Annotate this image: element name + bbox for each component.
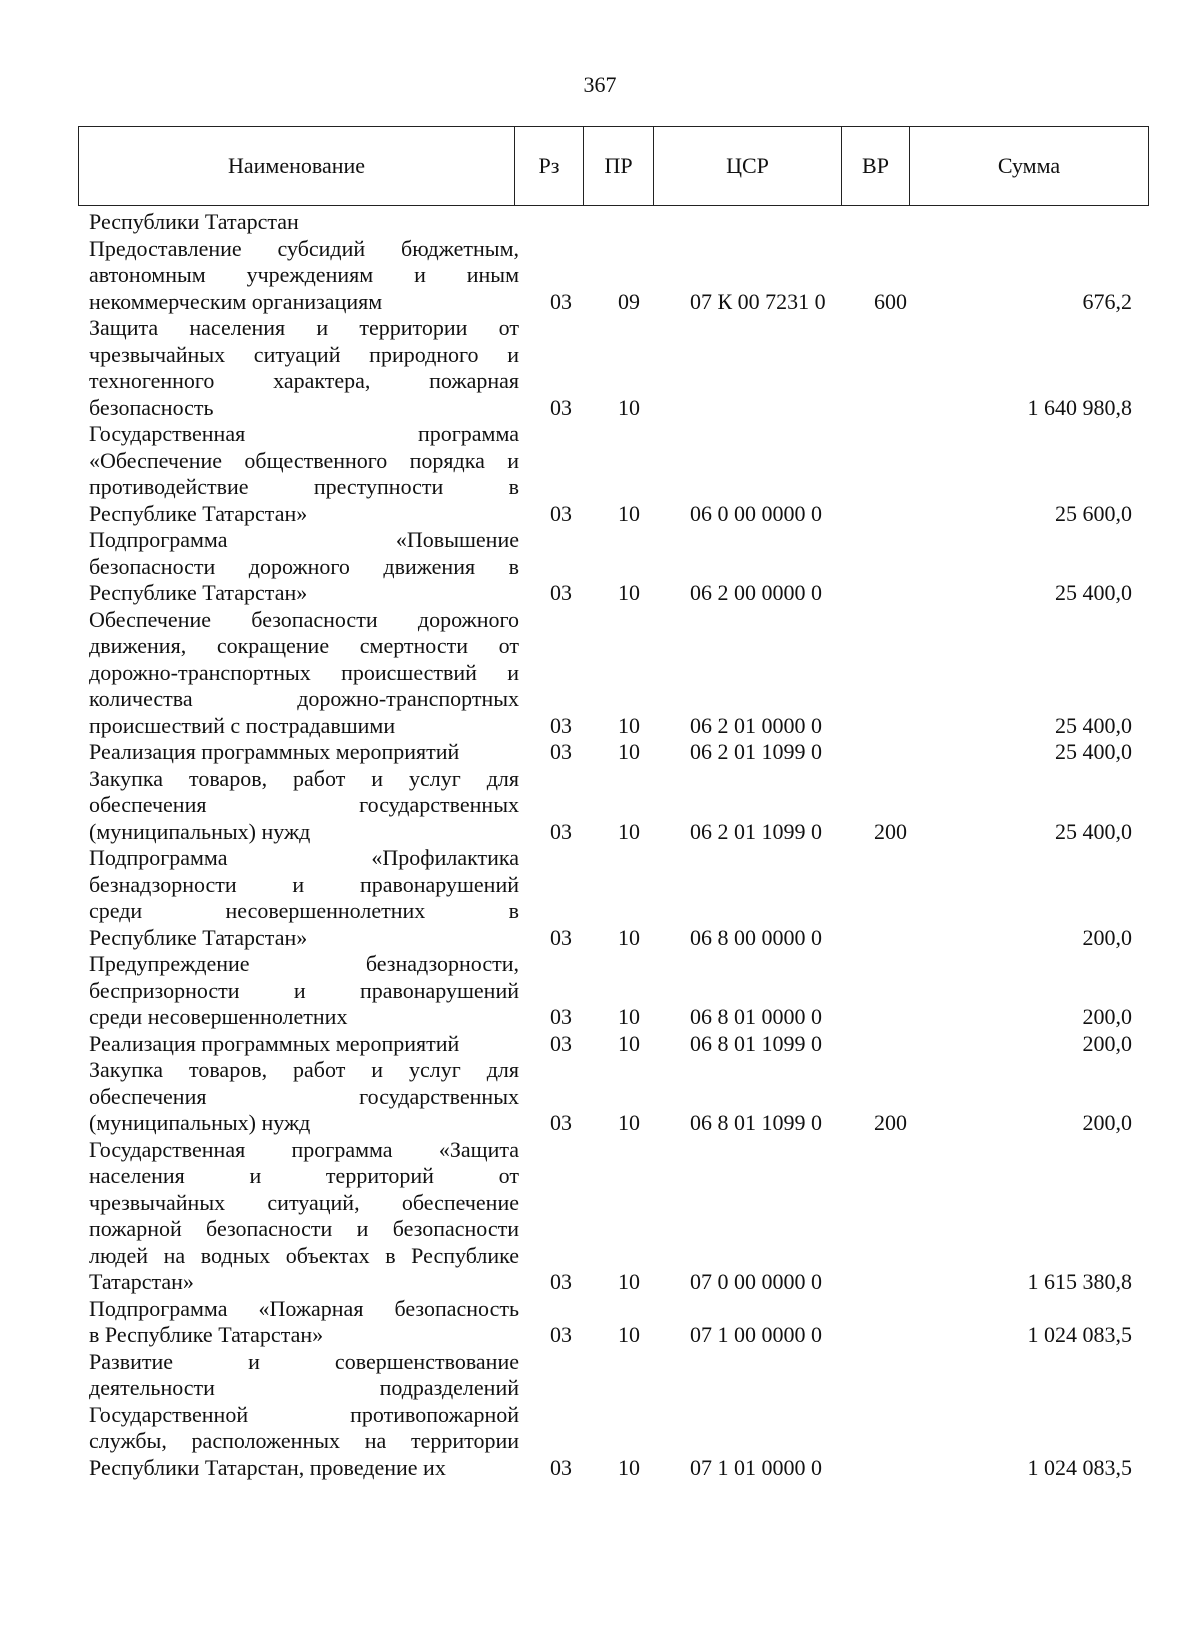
row-rz: 03 [550, 394, 572, 420]
row-name-line: Государственной противопожарной [89, 1401, 519, 1427]
row-name [89, 1349, 519, 1482]
row-csr: 06 2 01 1099 0 [690, 739, 822, 764]
row-pr: 10 [618, 1322, 640, 1347]
row-name [89, 236, 519, 316]
row-sum: 1 640 980,8 [1027, 394, 1132, 420]
row-name-line: беспризорности и правонарушений [89, 977, 519, 1003]
row-csr: 06 0 00 0000 0 [690, 500, 822, 526]
table-row [0, 1349, 1200, 1482]
row-csr: 06 8 01 1099 0 [690, 1110, 822, 1135]
table-row [0, 421, 1200, 527]
row-name-line: Республике Татарстан» [89, 500, 308, 526]
row-csr: 06 8 01 0000 0 [690, 1004, 822, 1029]
row-name [89, 951, 519, 1031]
row-rz: 03 [550, 500, 572, 526]
row-name-line: Государственная программа [89, 421, 519, 446]
row-sum: 200,0 [1082, 1030, 1132, 1056]
row-sum: 676,2 [1082, 288, 1132, 314]
table-row [0, 951, 1200, 1031]
row-name-line: «Обеспечение общественного порядка и [89, 447, 519, 473]
row-name [89, 607, 519, 740]
row-sum: 200,0 [1082, 924, 1132, 950]
row-name-line: автономным учреждениям и иным [89, 262, 519, 287]
row-pr: 10 [618, 1030, 640, 1056]
row-name [89, 1057, 519, 1137]
row-name-line: происшествий с пострадавшими [89, 712, 396, 738]
row-name-line: движения, сокращение смертности от [89, 633, 519, 658]
row-sum: 200,0 [1082, 1110, 1132, 1135]
row-name [89, 766, 519, 846]
row-name-line: пожарной безопасности и безопасности [89, 1216, 519, 1241]
column-header-sum: Сумма [910, 127, 1149, 206]
row-sum: 25 400,0 [1055, 739, 1132, 764]
row-name-line: Государственная программа «Защита [89, 1136, 519, 1162]
row-name-line: (муниципальных) нужд [89, 1110, 311, 1135]
table-row [0, 845, 1200, 951]
row-rz: 03 [550, 288, 572, 314]
row-csr: 06 2 01 1099 0 [690, 818, 822, 844]
row-name-line: Реализация программных мероприятий [89, 1030, 460, 1056]
row-name [89, 315, 519, 421]
table-row [0, 1137, 1200, 1296]
row-name-line: службы, расположенных на территории [89, 1428, 519, 1453]
row-name-line: обеспечения государственных [89, 1083, 519, 1109]
row-name [89, 209, 519, 236]
row-csr: 06 8 01 1099 0 [690, 1030, 822, 1056]
row-name-line: населения и территорий от [89, 1163, 519, 1188]
table-row [0, 236, 1200, 316]
table-row [0, 607, 1200, 740]
row-name-line: чрезвычайных ситуаций природного и [89, 341, 519, 367]
table-row [0, 1296, 1200, 1349]
row-name-line: противодействие преступности в [89, 474, 519, 499]
row-name [89, 1296, 519, 1349]
column-header-pr: ПР [584, 127, 654, 206]
row-sum: 1 024 083,5 [1027, 1322, 1132, 1347]
row-pr: 10 [618, 818, 640, 844]
table-row [0, 209, 1200, 236]
row-name-line: Реализация программных мероприятий [89, 739, 460, 764]
row-name [89, 1137, 519, 1296]
row-name-line: Республики Татарстан [89, 209, 299, 234]
row-name-line: (муниципальных) нужд [89, 818, 311, 844]
row-name-line: дорожно-транспортных происшествий и [89, 659, 519, 685]
row-csr: 07 1 01 0000 0 [690, 1454, 822, 1480]
row-sum: 25 400,0 [1055, 818, 1132, 844]
row-rz: 03 [550, 1004, 572, 1029]
row-csr: 07 К 00 7231 0 [690, 288, 826, 314]
row-name-line: чрезвычайных ситуаций, обеспечение [89, 1189, 519, 1215]
row-vr: 200 [874, 818, 907, 844]
row-name-line: количества дорожно-транспортных [89, 686, 519, 711]
row-sum: 25 600,0 [1055, 500, 1132, 526]
row-pr: 10 [618, 1454, 640, 1480]
row-sum: 1 615 380,8 [1027, 1269, 1132, 1294]
row-csr: 06 2 00 0000 0 [690, 580, 822, 605]
column-header-rz: Рз [515, 127, 584, 206]
row-csr: 07 1 00 0000 0 [690, 1322, 822, 1347]
row-rz: 03 [550, 818, 572, 844]
row-name-line: людей на водных объектах в Республике [89, 1242, 519, 1268]
row-rz: 03 [550, 1110, 572, 1135]
column-header-csr: ЦСР [654, 127, 842, 206]
row-name-line: безопасность [89, 394, 214, 420]
table-row [0, 766, 1200, 846]
row-name-line: среди несовершеннолетних в [89, 898, 519, 923]
table-row [0, 1031, 1200, 1058]
row-pr: 10 [618, 1004, 640, 1029]
row-name-line: в Республике Татарстан» [89, 1322, 324, 1347]
table-row [0, 739, 1200, 766]
row-sum: 25 400,0 [1055, 712, 1132, 738]
row-csr: 07 0 00 0000 0 [690, 1269, 822, 1294]
row-name-line: Татарстан» [89, 1269, 194, 1294]
row-pr: 10 [618, 500, 640, 526]
row-csr: 06 2 01 0000 0 [690, 712, 822, 738]
row-sum: 25 400,0 [1055, 580, 1132, 605]
row-name-line: Обеспечение безопасности дорожного [89, 606, 519, 632]
row-name-line: Подпрограмма «Профилактика [89, 845, 519, 870]
row-name-line: деятельности подразделений [89, 1375, 519, 1400]
row-name [89, 845, 519, 951]
row-pr: 09 [618, 288, 640, 314]
row-name-line: Подпрограмма «Пожарная безопасность [89, 1295, 519, 1321]
row-csr: 06 8 00 0000 0 [690, 924, 822, 950]
page-number: 367 [583, 72, 617, 97]
table-row [0, 315, 1200, 421]
row-rz: 03 [550, 924, 572, 950]
table-row [0, 527, 1200, 607]
row-rz: 03 [550, 1269, 572, 1294]
row-name-line: Предупреждение безнадзорности, [89, 951, 519, 976]
row-name-line: Подпрограмма «Повышение [89, 527, 519, 552]
row-rz: 03 [550, 1454, 572, 1480]
column-header-name: Наименование [79, 127, 515, 206]
row-rz: 03 [550, 580, 572, 605]
row-name-line: техногенного характера, пожарная [89, 368, 519, 393]
row-name [89, 739, 519, 766]
row-vr: 600 [874, 288, 907, 314]
row-name-line: Республики Татарстан, проведение их [89, 1454, 446, 1480]
row-name-line: Республике Татарстан» [89, 580, 308, 605]
row-name-line: Развитие и совершенствование [89, 1348, 519, 1374]
row-rz: 03 [550, 712, 572, 738]
row-pr: 10 [618, 924, 640, 950]
row-name [89, 527, 519, 607]
row-pr: 10 [618, 1110, 640, 1135]
row-name-line: обеспечения государственных [89, 792, 519, 817]
row-name-line: Республике Татарстан» [89, 924, 308, 950]
row-pr: 10 [618, 580, 640, 605]
row-name-line: некоммерческим организациям [89, 288, 383, 314]
table-header [78, 126, 1149, 206]
row-name-line: Предоставление субсидий бюджетным, [89, 235, 519, 261]
row-pr: 10 [618, 394, 640, 420]
row-name-line: Защита населения и территории от [89, 315, 519, 340]
row-pr: 10 [618, 1269, 640, 1294]
table-body [0, 209, 1200, 1481]
row-name-line: Закупка товаров, работ и услуг для [89, 765, 519, 791]
row-pr: 10 [618, 712, 640, 738]
column-header-vr: ВР [842, 127, 910, 206]
table-row [0, 1057, 1200, 1137]
row-sum: 200,0 [1082, 1004, 1132, 1029]
row-name [89, 1031, 519, 1058]
row-name-line: безопасности дорожного движения в [89, 553, 519, 579]
row-vr: 200 [874, 1110, 907, 1135]
row-name [89, 421, 519, 527]
row-rz: 03 [550, 739, 572, 764]
row-name-line: среди несовершеннолетних [89, 1004, 348, 1029]
row-sum: 1 024 083,5 [1027, 1454, 1132, 1480]
row-name-line: безнадзорности и правонарушений [89, 871, 519, 897]
row-rz: 03 [550, 1030, 572, 1056]
row-pr: 10 [618, 739, 640, 764]
row-name-line: Закупка товаров, работ и услуг для [89, 1057, 519, 1082]
row-rz: 03 [550, 1322, 572, 1347]
